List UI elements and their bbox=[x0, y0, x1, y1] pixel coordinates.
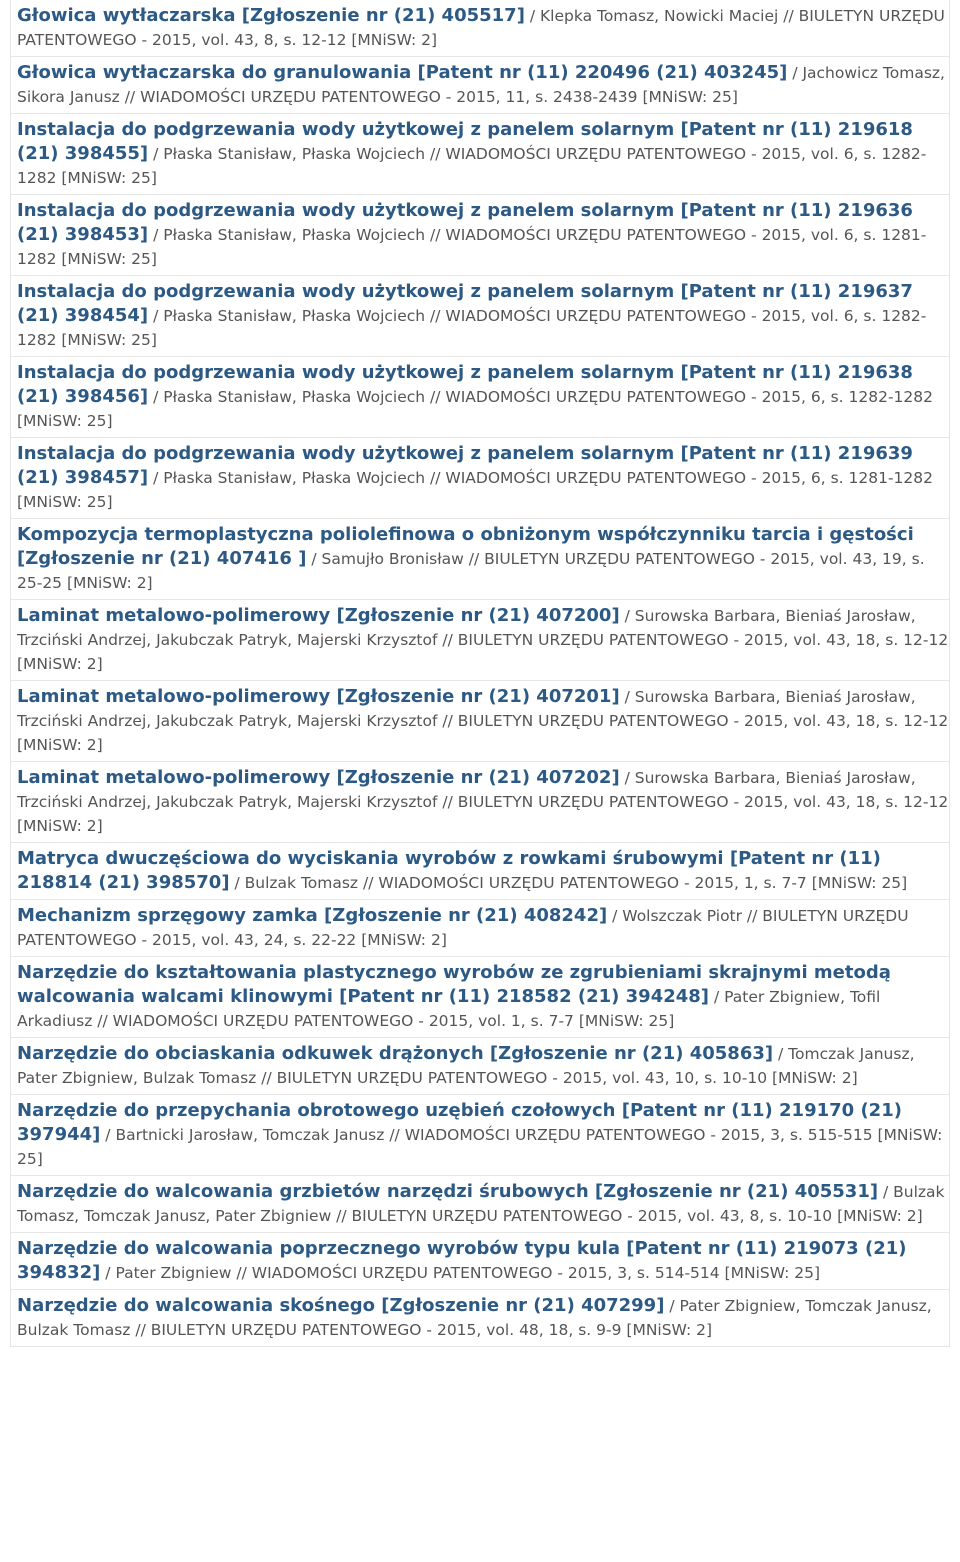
list-item bbox=[11, 438, 949, 519]
entry-title: Instalacja do podgrzewania wody użytkowej z panelem solarnym [Patent nr (11) 219636 (21) 398453] bbox=[17, 200, 913, 245]
entry-title: Laminat metalowo-polimerowy [Zgłoszenie nr (21) 407202] bbox=[17, 767, 620, 788]
entry-details: / Klepka Tomasz, Nowicki Maciej // BIULETYN URZĘDU PATENTOWEGO - 2015, vol. 43, 8, s. 12-12 [MNiSW: 2] bbox=[17, 7, 945, 49]
publication-list bbox=[10, 0, 950, 1347]
entry-title: Narzędzie do walcowania poprzecznego wyrobów typu kula [Patent nr (11) 219073 (21) 394832] bbox=[17, 1238, 907, 1283]
entry-details: / Pater Zbigniew // WIADOMOŚCI URZĘDU PATENTOWEGO - 2015, 3, s. 514-514 [MNiSW: 25] bbox=[100, 1264, 821, 1282]
entry-details: / Jachowicz Tomasz, Sikora Janusz // WIADOMOŚCI URZĘDU PATENTOWEGO - 2015, 11, s. 2438-2439 [MNiSW: 25] bbox=[17, 64, 945, 106]
entry-title: Narzędzie do przepychania obrotowego uzębień czołowych [Patent nr (11) 219170 (21) 397944] bbox=[17, 1100, 902, 1145]
list-item bbox=[11, 195, 949, 276]
entry-title: Głowica wytłaczarska [Zgłoszenie nr (21) 405517] bbox=[17, 5, 525, 26]
entry-title: Narzędzie do walcowania skośnego [Zgłoszenie nr (21) 407299] bbox=[17, 1295, 665, 1316]
entry-details: / Płaska Stanisław, Płaska Wojciech // WIADOMOŚCI URZĘDU PATENTOWEGO - 2015, vol. 6, s. 1281-1282 [MNiSW: 25] bbox=[17, 226, 927, 268]
entry-title: Narzędzie do walcowania grzbietów narzędzi śrubowych [Zgłoszenie nr (21) 405531] bbox=[17, 1181, 879, 1202]
entry-details: / Bulzak Tomasz, Tomczak Janusz, Pater Zbigniew // BIULETYN URZĘDU PATENTOWEGO - 2015, vol. 43, 8, s. 10-10 [MNiSW: 2] bbox=[17, 1183, 945, 1225]
list-item bbox=[11, 600, 949, 681]
entry-title: Laminat metalowo-polimerowy [Zgłoszenie nr (21) 407200] bbox=[17, 605, 620, 626]
entry-details: / Surowska Barbara, Bieniaś Jarosław, Trzciński Andrzej, Jakubczak Patryk, Majerski Krzysztof // BIULETYN URZĘDU PATENTOWEGO - 2015, vol. 43, 18, s. 12-12 [MNiSW: 2] bbox=[17, 607, 949, 673]
entry-title: Narzędzie do kształtowania plastycznego wyrobów ze zgrubieniami skrajnymi metodą walcowania walcami klinowymi [Patent nr (11) 218582 (21) 394248] bbox=[17, 962, 891, 1007]
entry-title: Laminat metalowo-polimerowy [Zgłoszenie nr (21) 407201] bbox=[17, 686, 620, 707]
entry-details: / Tomczak Janusz, Pater Zbigniew, Bulzak Tomasz // BIULETYN URZĘDU PATENTOWEGO - 2015, vol. 43, 10, s. 10-10 [MNiSW: 2] bbox=[17, 1045, 915, 1087]
entry-title: Narzędzie do obciaskania odkuwek drążonych [Zgłoszenie nr (21) 405863] bbox=[17, 1043, 774, 1064]
entry-details: / Bartnicki Jarosław, Tomczak Janusz // WIADOMOŚCI URZĘDU PATENTOWEGO - 2015, 3, s. 515-515 [MNiSW: 25] bbox=[17, 1126, 943, 1168]
entry-details: / Samujło Bronisław // BIULETYN URZĘDU PATENTOWEGO - 2015, vol. 43, 19, s. 25-25 [MNiSW: 2] bbox=[17, 550, 925, 592]
list-item bbox=[11, 1095, 949, 1176]
entry-details: / Surowska Barbara, Bieniaś Jarosław, Trzciński Andrzej, Jakubczak Patryk, Majerski Krzysztof // BIULETYN URZĘDU PATENTOWEGO - 2015, vol. 43, 18, s. 12-12 [MNiSW: 2] bbox=[17, 688, 949, 754]
entry-details: / Płaska Stanisław, Płaska Wojciech // WIADOMOŚCI URZĘDU PATENTOWEGO - 2015, vol. 6, s. 1282-1282 [MNiSW: 25] bbox=[17, 307, 927, 349]
entry-details: / Płaska Stanisław, Płaska Wojciech // WIADOMOŚCI URZĘDU PATENTOWEGO - 2015, vol. 6, s. 1282-1282 [MNiSW: 25] bbox=[17, 145, 927, 187]
entry-title: Instalacja do podgrzewania wody użytkowej z panelem solarnym [Patent nr (11) 219637 (21) 398454] bbox=[17, 281, 913, 326]
entry-title: Instalacja do podgrzewania wody użytkowej z panelem solarnym [Patent nr (11) 219618 (21) 398455] bbox=[17, 119, 913, 164]
entry-details: / Pater Zbigniew, Tofil Arkadiusz // WIADOMOŚCI URZĘDU PATENTOWEGO - 2015, vol. 1, s. 7-7 [MNiSW: 25] bbox=[17, 988, 881, 1030]
list-item bbox=[11, 957, 949, 1038]
entry-details: / Bulzak Tomasz // WIADOMOŚCI URZĘDU PATENTOWEGO - 2015, 1, s. 7-7 [MNiSW: 25] bbox=[229, 874, 908, 892]
list-item bbox=[11, 1038, 949, 1095]
entry-details: / Surowska Barbara, Bieniaś Jarosław, Trzciński Andrzej, Jakubczak Patryk, Majerski Krzysztof // BIULETYN URZĘDU PATENTOWEGO - 2015, vol. 43, 18, s. 12-12 [MNiSW: 2] bbox=[17, 769, 949, 835]
entry-title: Mechanizm sprzęgowy zamka [Zgłoszenie nr (21) 408242] bbox=[17, 905, 608, 926]
list-item bbox=[11, 1290, 949, 1347]
list-item bbox=[11, 843, 949, 900]
entry-title: Matryca dwuczęściowa do wyciskania wyrobów z rowkami śrubowymi [Patent nr (11) 218814 (21) 398570] bbox=[17, 848, 881, 893]
entry-details: / Płaska Stanisław, Płaska Wojciech // WIADOMOŚCI URZĘDU PATENTOWEGO - 2015, 6, s. 1282-1282 [MNiSW: 25] bbox=[17, 388, 934, 430]
list-item bbox=[11, 0, 949, 57]
list-item bbox=[11, 357, 949, 438]
list-item bbox=[11, 114, 949, 195]
list-item bbox=[11, 681, 949, 762]
list-item bbox=[11, 1176, 949, 1233]
entry-title: Głowica wytłaczarska do granulowania [Patent nr (11) 220496 (21) 403245] bbox=[17, 62, 788, 83]
list-item bbox=[11, 762, 949, 843]
entry-title: Instalacja do podgrzewania wody użytkowej z panelem solarnym [Patent nr (11) 219639 (21) 398457] bbox=[17, 443, 913, 488]
entry-details: / Pater Zbigniew, Tomczak Janusz, Bulzak Tomasz // BIULETYN URZĘDU PATENTOWEGO - 2015, vol. 48, 18, s. 9-9 [MNiSW: 2] bbox=[17, 1297, 932, 1339]
entry-details: / Wolszczak Piotr // BIULETYN URZĘDU PATENTOWEGO - 2015, vol. 43, 24, s. 22-22 [MNiSW: 2] bbox=[17, 907, 909, 949]
list-item bbox=[11, 519, 949, 600]
list-item bbox=[11, 900, 949, 957]
entry-title: Instalacja do podgrzewania wody użytkowej z panelem solarnym [Patent nr (11) 219638 (21) 398456] bbox=[17, 362, 913, 407]
list-item bbox=[11, 1233, 949, 1290]
list-item bbox=[11, 276, 949, 357]
entry-details: / Płaska Stanisław, Płaska Wojciech // WIADOMOŚCI URZĘDU PATENTOWEGO - 2015, 6, s. 1281-1282 [MNiSW: 25] bbox=[17, 469, 934, 511]
list-item bbox=[11, 57, 949, 114]
entry-title: Kompozycja termoplastyczna poliolefinowa o obniżonym współczynniku tarcia i gęstości [Zgłoszenie nr (21) 407416 ] bbox=[17, 524, 914, 569]
